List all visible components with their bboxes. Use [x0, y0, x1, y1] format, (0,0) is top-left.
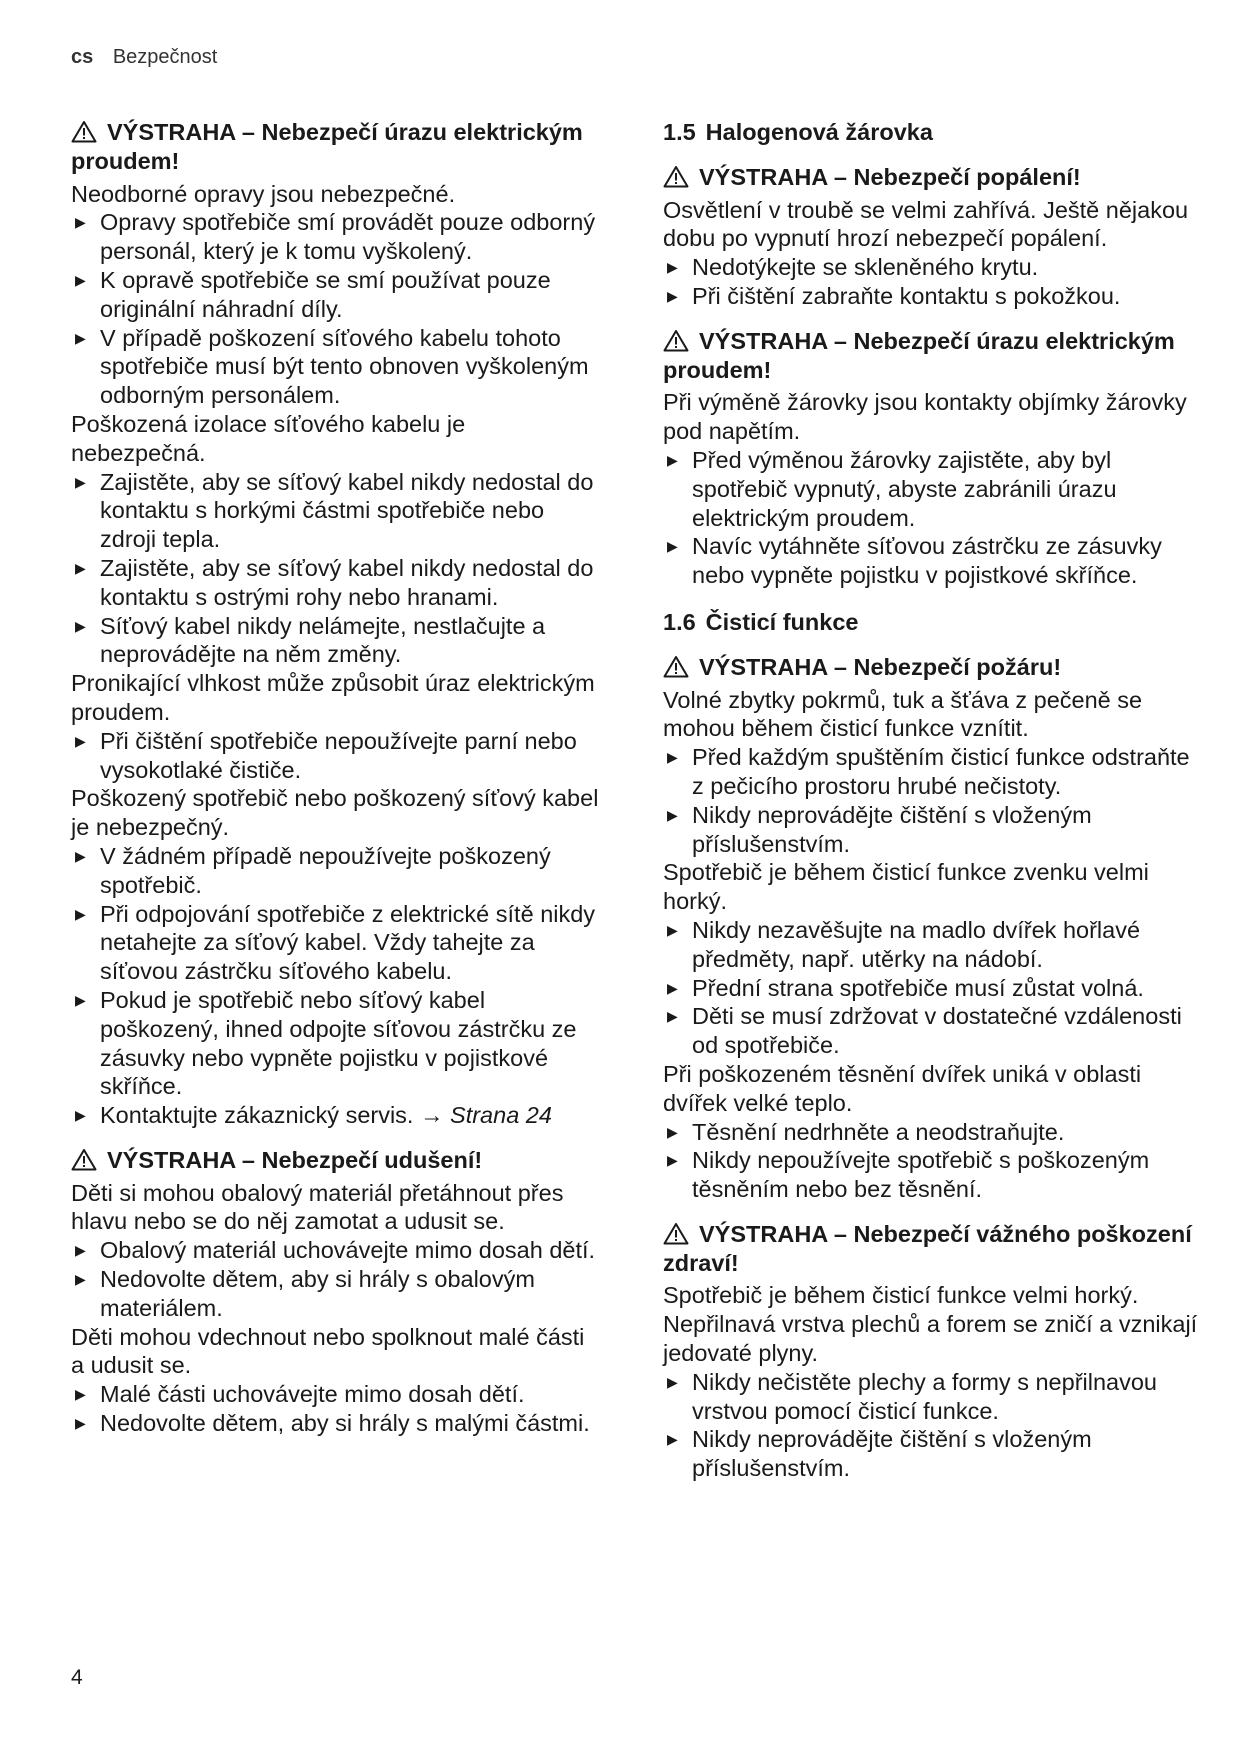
- list-item: ▶ V případě poškození síťového kabelu tohoto spotřebiče musí být tento obnoven vyškoleným odborným personálem.: [75, 324, 589, 409]
- page-reference-link[interactable]: → Strana 24: [420, 1102, 552, 1129]
- section-heading: [663, 608, 1203, 637]
- section-number: 1.5: [663, 119, 696, 145]
- paragraph: Při výměně žárovky jsou kontakty objímky žárovky pod napětím.: [663, 389, 1187, 445]
- warning-triangle-icon: [663, 165, 689, 188]
- bullet-icon: ▶: [75, 329, 86, 346]
- bullet-icon: ▶: [667, 287, 678, 304]
- paragraph: Při poškozeném těsnění dvířek uniká v oblasti dvířek velké teplo.: [663, 1060, 1142, 1116]
- list-item: ▶ Opravy spotřebiče smí provádět pouze odborný personál, který je k tomu vyškolený.: [75, 209, 596, 265]
- list-item: [71, 1101, 601, 1130]
- bullet-icon: ▶: [667, 749, 678, 766]
- bullet-icon: ▶: [75, 1242, 86, 1259]
- page-header: [71, 46, 217, 69]
- warning-heading: [663, 327, 1203, 385]
- bullet-icon: ▶: [75, 271, 86, 288]
- warning-triangle-icon: [663, 329, 689, 352]
- warning-title: VÝSTRAHA – Nebezpečí požáru!: [699, 653, 1062, 680]
- list-item: ▶ Nikdy neprovádějte čištění s vloženým příslušenstvím.: [667, 1426, 1092, 1482]
- warning-triangle-icon: [663, 1222, 689, 1245]
- bullet-list: [663, 1118, 1203, 1204]
- bullet-list: [71, 1236, 601, 1322]
- bullet-icon: ▶: [667, 1008, 678, 1025]
- warning-triangle-icon: [71, 1148, 97, 1171]
- paragraph: Pronikající vlhkost může způsobit úraz elektrickým proudem.: [71, 670, 595, 725]
- list-item: ▶ K opravě spotřebiče se smí používat pouze originální náhradní díly.: [75, 266, 551, 322]
- list-item: ▶ V žádném případě nepoužívejte poškozený spotřebič.: [75, 842, 551, 898]
- page-number: 4: [71, 1666, 83, 1689]
- bullet-icon: ▶: [75, 617, 86, 634]
- list-item: ▶ Nedotýkejte se skleněného krytu.: [667, 254, 1039, 281]
- bullet-icon: ▶: [75, 473, 86, 490]
- section-title: Čisticí funkce: [705, 608, 859, 635]
- bullet-list: [71, 842, 601, 1130]
- section-number: 1.6: [663, 608, 696, 635]
- list-item: ▶ Nikdy neprovádějte čištění s vloženým příslušenstvím.: [667, 801, 1092, 857]
- warning-heading: [71, 118, 601, 176]
- list-item: ▶ Zajistěte, aby se síťový kabel nikdy nedostal do kontaktu s horkými částmi spotřebiče nebo zdroji tepla.: [75, 468, 594, 553]
- warning-triangle-icon: [663, 655, 689, 678]
- list-item: ▶ Nedovolte dětem, aby si hrály s obalovým materiálem.: [75, 1266, 535, 1321]
- list-item: ▶ Síťový kabel nikdy nelámejte, nestlačujte a neprovádějte na něm změny.: [75, 612, 546, 668]
- warning-title: VÝSTRAHA – Nebezpečí vážného poškození zdraví!: [663, 1220, 1192, 1276]
- bullet-icon: ▶: [667, 1152, 678, 1169]
- warning-title: VÝSTRAHA – Nebezpečí udušení!: [107, 1146, 483, 1173]
- bullet-icon: ▶: [667, 259, 678, 276]
- bullet-list: [663, 916, 1203, 1060]
- section-heading: [663, 118, 1203, 147]
- bullet-icon: ▶: [75, 214, 86, 231]
- list-item: ▶ Při čištění spotřebiče nepoužívejte parní nebo vysokotlaké čističe.: [75, 727, 577, 783]
- warning-heading: [663, 653, 1203, 682]
- bullet-icon: ▶: [75, 1107, 86, 1124]
- list-item: ▶ Před výměnou žárovky zajistěte, aby byl spotřebič vypnutý, abyste zabránili úrazu elektrickým proudem.: [667, 446, 1117, 531]
- bullet-icon: ▶: [75, 1271, 86, 1288]
- bullet-icon: ▶: [75, 847, 86, 864]
- list-item: ▶ Před každým spuštěním čisticí funkce odstraňte z pečicího prostoru hrubé nečistoty.: [667, 744, 1190, 799]
- paragraph: Děti si mohou obalový materiál přetáhnout přes hlavu nebo se do něj zamotat a udusit se.: [71, 1179, 564, 1235]
- warning-heading: [663, 1220, 1203, 1278]
- warning-heading: [663, 163, 1203, 192]
- bullet-list: [71, 468, 601, 670]
- list-item: ▶ Nikdy nezavěšujte na madlo dvířek hořlavé předměty, např. utěrky na nádobí.: [667, 916, 1141, 972]
- list-item: ▶ Nikdy nepoužívejte spotřebič s poškozeným těsněním nebo bez těsnění.: [667, 1147, 1150, 1203]
- list-item: ▶ Malé části uchovávejte mimo dosah dětí.: [75, 1381, 525, 1408]
- list-item: ▶ Zajistěte, aby se síťový kabel nikdy nedostal do kontaktu s ostrými rohy nebo hranami.: [75, 554, 594, 610]
- warning-title: VÝSTRAHA – Nebezpečí úrazu elektrickým proudem!: [71, 119, 583, 174]
- bullet-icon: ▶: [75, 559, 86, 576]
- bullet-list: [663, 253, 1203, 311]
- warning-triangle-icon: [71, 120, 97, 143]
- warning-title: VÝSTRAHA – Nebezpečí popálení!: [699, 163, 1081, 190]
- section-title: Bezpečnost: [112, 46, 218, 68]
- bullet-icon: ▶: [667, 979, 678, 996]
- bullet-icon: ▶: [75, 1386, 86, 1403]
- paragraph: Poškozený spotřebič nebo poškozený síťový kabel je nebezpečný.: [71, 785, 599, 841]
- paragraph: Spotřebič je během čisticí funkce velmi horký. Nepřilnavá vrstva plechů a forem se zničí a vznikají jedovaté plyny.: [663, 1282, 1198, 1367]
- bullet-list: [663, 446, 1203, 590]
- bullet-list: [663, 743, 1203, 858]
- bullet-icon: ▶: [667, 451, 678, 468]
- bullet-icon: ▶: [667, 1123, 678, 1140]
- list-item: ▶ Nikdy nečistěte plechy a formy s nepřilnavou vrstvou pomocí čisticí funkce.: [667, 1368, 1157, 1424]
- paragraph: Děti mohou vdechnout nebo spolknout malé části a udusit se.: [71, 1323, 585, 1379]
- left-column: [71, 118, 601, 1438]
- bullet-icon: ▶: [75, 1415, 86, 1432]
- service-text: Kontaktujte zákaznický servis.: [100, 1102, 414, 1129]
- list-item: ▶ Při odpojování spotřebiče z elektrické sítě nikdy netahejte za síťový kabel. Vždy tahejte za síťovou zástrčku síťového kabelu.: [75, 900, 596, 985]
- bullet-list: [71, 1380, 601, 1438]
- bullet-icon: ▶: [75, 905, 86, 922]
- list-item: ▶ Při čištění zabraňte kontaktu s pokožkou.: [667, 282, 1121, 309]
- paragraph: Volné zbytky pokrmů, tuk a šťáva z pečeně se mohou během čisticí funkce vznítit.: [663, 686, 1143, 742]
- bullet-icon: ▶: [667, 538, 678, 555]
- bullet-list: [71, 727, 601, 785]
- warning-heading: [71, 1146, 601, 1175]
- bullet-icon: ▶: [75, 991, 86, 1008]
- warning-title: VÝSTRAHA – Nebezpečí úrazu elektrickým proudem!: [663, 327, 1175, 383]
- list-item: ▶ Nedovolte dětem, aby si hrály s malými částmi.: [75, 1410, 590, 1437]
- bullet-icon: ▶: [667, 1373, 678, 1390]
- list-item: ▶ Navíc vytáhněte síťovou zástrčku ze zásuvky nebo vypněte pojistku v pojistkové skříňce.: [667, 533, 1162, 589]
- bullet-icon: ▶: [667, 1431, 678, 1448]
- bullet-icon: ▶: [75, 732, 86, 749]
- section-title: Halogenová žárovka: [705, 119, 933, 145]
- bullet-list: [663, 1368, 1203, 1483]
- bullet-list: [71, 208, 601, 410]
- list-item: ▶ Přední strana spotřebiče musí zůstat volná.: [667, 974, 1144, 1001]
- bullet-icon: ▶: [667, 806, 678, 823]
- list-item: ▶ Obalový materiál uchovávejte mimo dosah dětí.: [75, 1237, 596, 1264]
- right-column: [663, 118, 1203, 1483]
- list-item: ▶ Pokud je spotřebič nebo síťový kabel poškozený, ihned odpojte síťovou zástrčku ze zásuvky nebo vypněte pojistku v pojistkové skříňce.: [75, 986, 577, 1100]
- list-item: ▶ Děti se musí zdržovat v dostatečné vzdálenosti od spotřebiče.: [667, 1003, 1182, 1059]
- paragraph: Poškozená izolace síťového kabelu je nebezpečná.: [71, 410, 466, 466]
- list-item: ▶ Těsnění nedrhněte a neodstraňujte.: [667, 1118, 1065, 1145]
- paragraph: Osvětlení v troubě se velmi zahřívá. Ještě nějakou dobu po vypnutí hrozí nebezpečí popálení.: [663, 196, 1189, 252]
- paragraph: Spotřebič je během čisticí funkce zvenku velmi horký.: [663, 859, 1149, 915]
- bullet-icon: ▶: [667, 921, 678, 938]
- paragraph: Neodborné opravy jsou nebezpečné.: [71, 180, 456, 207]
- language-code: cs: [71, 46, 94, 68]
